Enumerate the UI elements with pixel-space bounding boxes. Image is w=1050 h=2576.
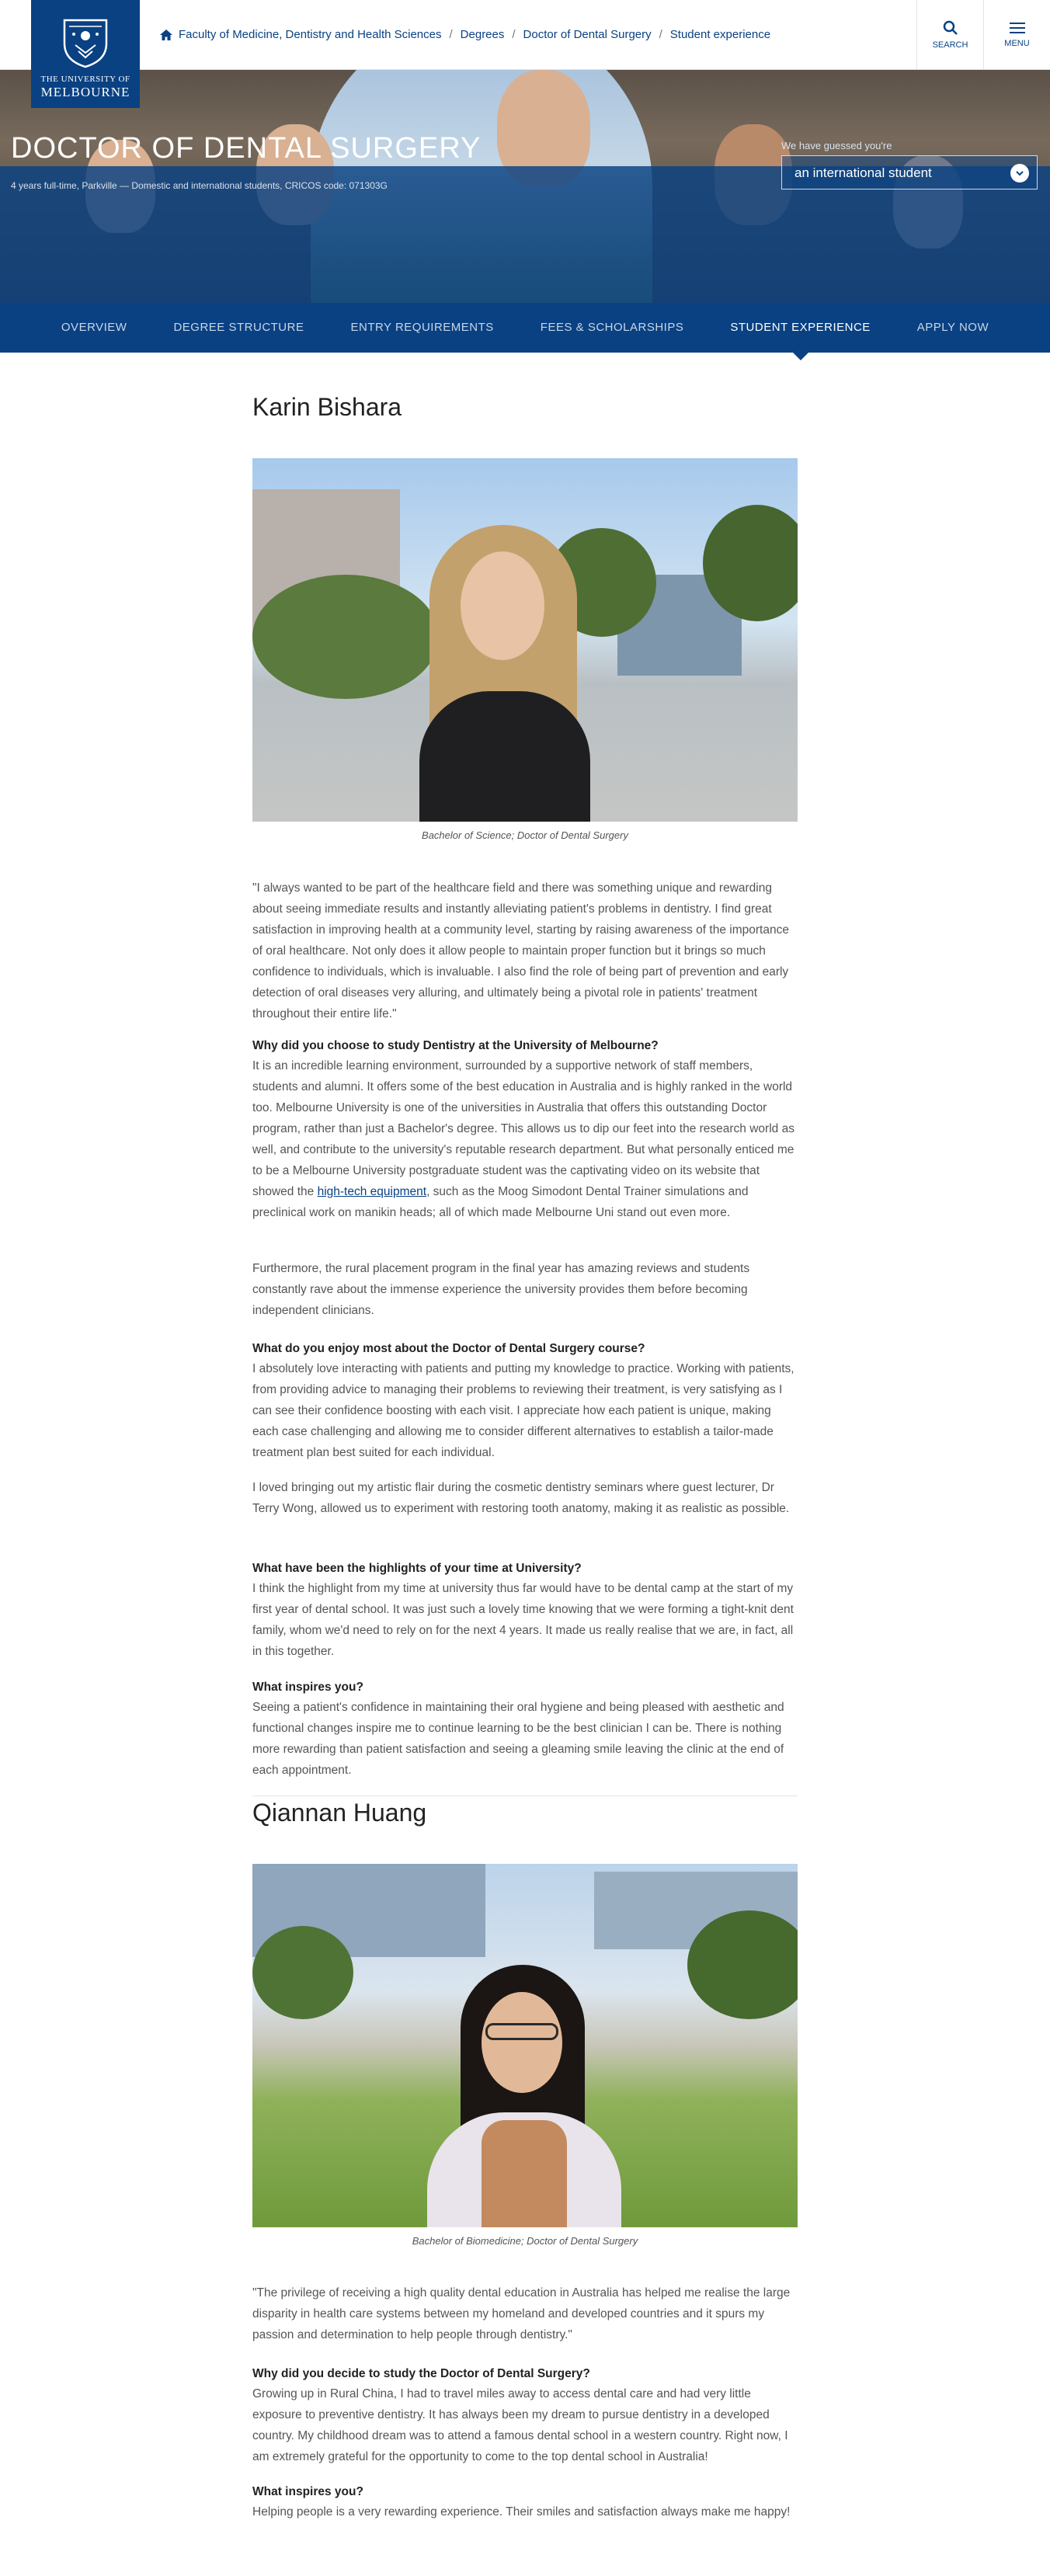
logo-line2: MELBOURNE [40, 85, 130, 99]
top-bar [0, 0, 1050, 70]
breadcrumb [160, 28, 770, 41]
high-tech-equipment-link[interactable]: high-tech equipment [317, 1185, 427, 1198]
photo-shirt [482, 2120, 567, 2227]
tab-student-experience[interactable]: STUDENT EXPERIENCE [707, 303, 893, 353]
tab-apply-now[interactable]: APPLY NOW [916, 321, 989, 334]
answer-paragraph: I think the highlight from my time at university thus far would have to be dental camp at the start of my first year of dental school. It was just such a lovely time knowing that we were forming a tight-knit dent family, whom we'd need to rely on for the next 4 years. It made us really realise that we are, in fact, all in this together. [252, 1582, 794, 1658]
question-heading: Why did you decide to study the Doctor of Dental Surgery? [252, 2367, 590, 2380]
photo-body [419, 691, 590, 822]
breadcrumb-separator: / [659, 28, 662, 41]
profile-photo [252, 458, 798, 822]
student-type-value: an international student [794, 165, 932, 180]
photo-caption: Bachelor of Biomedicine; Doctor of Dental Surgery [412, 2235, 638, 2247]
search-label: SEARCH [932, 40, 968, 50]
question-heading: What have been the highlights of your time at University? [252, 1562, 582, 1575]
breadcrumb-faculty[interactable]: Faculty of Medicine, Dentistry and Health Sciences [179, 28, 442, 41]
question-heading: Why did you choose to study Dentistry at the University of Melbourne? [252, 1039, 659, 1052]
search-icon [943, 20, 958, 36]
degree-tabs [0, 303, 1050, 353]
tab-overview[interactable]: OVERVIEW [61, 321, 127, 334]
page-title: DOCTOR OF DENTAL SURGERY [11, 132, 482, 165]
profile-name: Karin Bishara [252, 393, 402, 421]
breadcrumb-separator: / [449, 28, 453, 41]
photo-trees [252, 1926, 353, 2019]
profile-quote: "The privilege of receiving a high quality dental education in Australia has helped me realise the large disparity in health care systems between my homeland and developed countries and it spurs my passion and determination to help people through dentistry." [252, 2286, 791, 2341]
answer-paragraph: It is an incredible learning environment, surrounded by a supportive network of staff members, students and alumni. It offers some of the best education in Australia and is highly ranked in the world too. Melbourne University is one of the universities in Australia that offers this outstanding Doctor program, rather than just a Bachelor's degree. This allows us to dip our feet into the research world as well, and contribute to the university's reputable research department. But what personally enticed me to be a Melbourne University postgraduate student was the captivating video on its website that showed the high-tech equipment, such as the Moog Simodont Dental Trainer simulations and preclinical work on manikin heads; all of which made Melbourne Uni stand out even more. [252, 1059, 794, 1219]
answer-paragraph: Growing up in Rural China, I had to travel miles away to access dental care and had very little exposure to preventive dentistry. It has always been my dream to pursue dentistry in a developed country. My childhood dream was to attend a famous dental school in a western country. Right now, I am extremely grateful for the opportunity to come to the top dental school in Australia! [252, 2387, 788, 2463]
tab-degree-structure[interactable]: DEGREE STRUCTURE [173, 321, 304, 334]
chevron-down-icon [1010, 164, 1029, 183]
photo-caption: Bachelor of Science; Doctor of Dental Surgery [422, 829, 628, 841]
breadcrumb-degree[interactable]: Doctor of Dental Surgery [523, 28, 652, 41]
home-icon[interactable] [160, 30, 172, 40]
crest-icon [61, 17, 110, 68]
student-type-select[interactable] [781, 155, 1038, 189]
photo-face [461, 551, 544, 660]
student-type-label: We have guessed you're [781, 140, 892, 151]
profile-quote: "I always wanted to be part of the healthcare field and there was something unique and rewarding about seeing immediate results and instantly alleviating patient's problems in dentistry. I find great satisfaction in improving health at a community level, starting by raising awareness of the importance of oral healthcare. Not only does it allow people to maintain proper function but it brings so much confidence to individuals, which is invaluable. I also find the role of being part of prevention and early detection of oral diseases very alluring, and ultimately being a pivotal role in patients' treatment throughout their entire life." [252, 881, 789, 1020]
answer-paragraph: I loved bringing out my artistic flair during the cosmetic dentistry seminars where guest lecturer, Dr Terry Wong, allowed us to experiment with restoring tooth anatomy, making it as realistic as possible. [252, 1481, 790, 1515]
answer-paragraph: I absolutely love interacting with patients and putting my knowledge to practice. Working with patients, from providing advice to managing their problems to reviewing their treatment, is very satisfying as I can see their confidence boosting with each visit. I appreciate how each patient is unique, making each case challenging and allowing me to consider different alternatives to establish a tailor-made treatment plan best suited for each individual. [252, 1362, 794, 1459]
question-heading: What inspires you? [252, 2485, 363, 2498]
top-actions [916, 0, 1050, 70]
question-heading: What do you enjoy most about the Doctor of Dental Surgery course? [252, 1342, 645, 1355]
breadcrumb-current[interactable]: Student experience [669, 28, 771, 41]
course-summary: 4 years full-time, Parkville — Domestic and international students, CRICOS code: 071303G [11, 180, 388, 191]
breadcrumb-degrees[interactable]: Degrees [460, 28, 505, 41]
profile-photo [252, 1864, 798, 2227]
menu-label: MENU [1004, 39, 1030, 48]
answer-paragraph: Helping people is a very rewarding experience. Their smiles and satisfaction always make me happy! [252, 2505, 791, 2519]
answer-paragraph: Furthermore, the rural placement program in the final year has amazing reviews and students constantly rave about the immense experience the university provides them before becoming independent clinicians. [252, 1262, 750, 1317]
question-heading: What inspires you? [252, 1681, 363, 1694]
tab-fees-scholarships[interactable]: FEES & SCHOLARSHIPS [540, 321, 684, 334]
hamburger-icon [1010, 22, 1025, 34]
breadcrumb-separator: / [512, 28, 516, 41]
glasses-icon [485, 2023, 558, 2040]
university-logo[interactable] [31, 0, 140, 108]
photo-face [482, 1992, 562, 2093]
photo-trees [252, 575, 439, 699]
tab-entry-requirements[interactable]: ENTRY REQUIREMENTS [350, 321, 494, 334]
search-button[interactable] [916, 0, 983, 70]
menu-button[interactable] [983, 0, 1050, 70]
answer-paragraph: Seeing a patient's confidence in maintaining their oral hygiene and being pleased with aesthetic and functional changes inspire me to continue learning to be the best clinician I can be. There is nothing more rewarding than patient satisfaction and seeing a gleaming smile leaving the clinic at the end of each appointment. [252, 1701, 784, 1777]
photo-trees [687, 1910, 798, 2019]
logo-line1: THE UNIVERSITY OF [40, 75, 130, 84]
profile-name: Qiannan Huang [252, 1799, 427, 1827]
